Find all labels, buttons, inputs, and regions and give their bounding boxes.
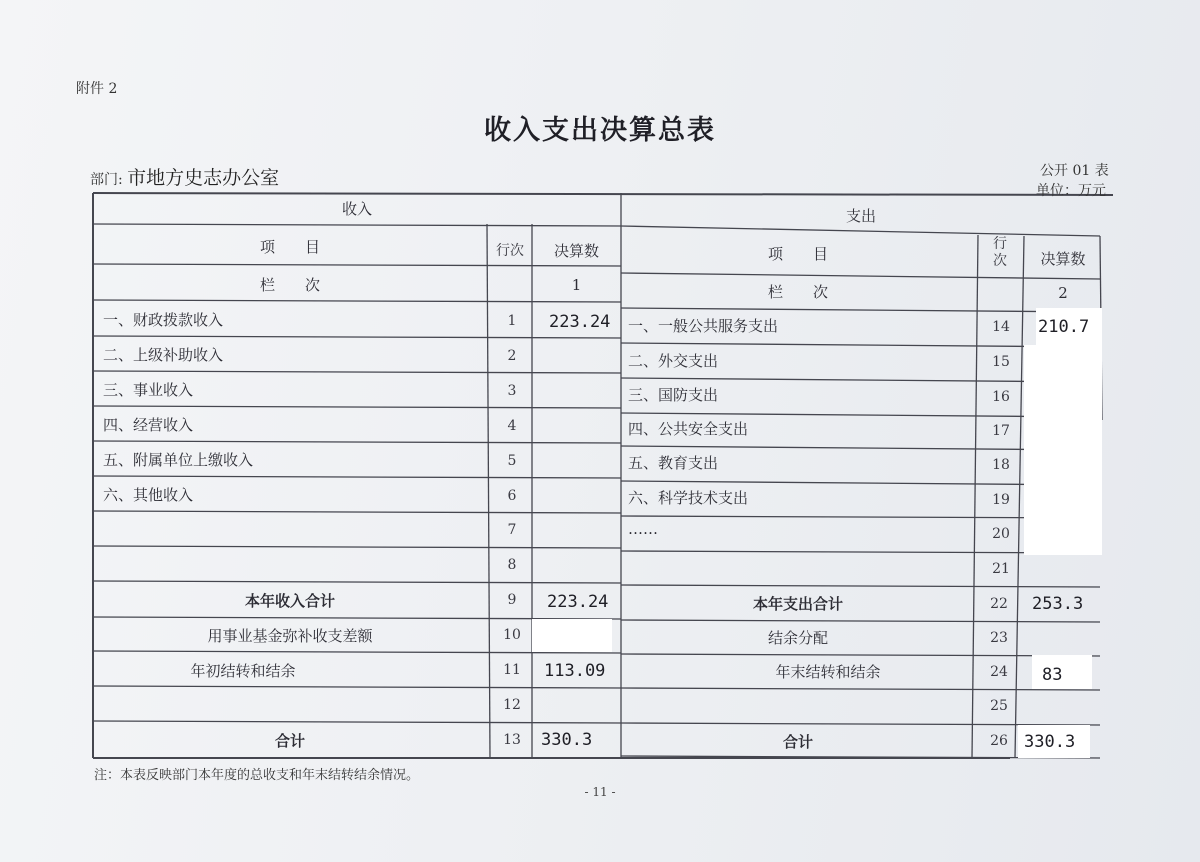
income-amount: 223.24 bbox=[549, 312, 611, 332]
expense-rowno: 21 bbox=[992, 561, 1010, 577]
expense-rowno: 17 bbox=[992, 423, 1010, 439]
income-rowno: 2 bbox=[507, 348, 517, 364]
income-item: 一、财政拨款收入 bbox=[103, 311, 224, 329]
expense-item: 四、公共安全支出 bbox=[628, 420, 749, 438]
income-amount-header: 决算数 bbox=[553, 242, 599, 260]
income-rowno: 1 bbox=[507, 313, 517, 329]
income-rowno: 8 bbox=[507, 557, 517, 573]
form-number: 公开 01 表 bbox=[1040, 163, 1109, 179]
income-rowno: 6 bbox=[507, 488, 517, 504]
expense-rowno: 25 bbox=[990, 698, 1008, 714]
income-amount: 113.09 bbox=[544, 661, 606, 681]
expense-item: 本年支出合计 bbox=[752, 595, 843, 613]
income-item: 用事业基金弥补收支差额 bbox=[207, 627, 373, 645]
expense-item: 三、国防支出 bbox=[628, 386, 719, 404]
expense-item: 合计 bbox=[782, 733, 813, 751]
expense-rowno: 26 bbox=[990, 733, 1008, 749]
income-column-number: 1 bbox=[571, 276, 582, 294]
income-item: 四、经营收入 bbox=[103, 416, 194, 434]
income-item: 年初结转和结余 bbox=[190, 662, 296, 680]
department-line bbox=[90, 163, 279, 190]
income-rowno: 7 bbox=[507, 522, 517, 538]
income-item: 本年收入合计 bbox=[244, 592, 335, 610]
expense-amount: 330.3 bbox=[1024, 732, 1076, 752]
amount-patch bbox=[1024, 345, 1102, 555]
expense-rowno-header: 行 次 bbox=[993, 236, 1007, 269]
expense-column-label: 栏 次 bbox=[767, 283, 828, 301]
income-item-header: 项 目 bbox=[259, 238, 320, 256]
department-name: 市地方史志办公室 bbox=[127, 167, 280, 189]
page-number: - 11 - bbox=[584, 785, 616, 799]
expense-amount: 210.7 bbox=[1038, 317, 1090, 337]
expense-item: 一、一般公共服务支出 bbox=[628, 317, 779, 335]
income-rowno: 5 bbox=[507, 453, 517, 469]
income-rowno: 10 bbox=[503, 627, 521, 643]
expense-rowno: 23 bbox=[990, 630, 1008, 646]
income-column-label: 栏 次 bbox=[259, 276, 320, 294]
income-item: 二、上级补助收入 bbox=[103, 346, 224, 364]
income-rowno: 4 bbox=[507, 418, 517, 434]
expense-rowno: 15 bbox=[992, 354, 1010, 370]
income-rowno: 9 bbox=[507, 592, 517, 608]
expense-item: 年末结转和结余 bbox=[775, 663, 881, 681]
expense-rowno: 19 bbox=[992, 492, 1010, 508]
income-item: 五、附属单位上缴收入 bbox=[103, 451, 254, 469]
income-item: 合计 bbox=[274, 732, 305, 750]
income-header: 收入 bbox=[341, 200, 372, 218]
income-rowno: 3 bbox=[507, 383, 517, 399]
expense-item: …… bbox=[628, 520, 658, 538]
expense-header: 支出 bbox=[845, 207, 876, 225]
expense-amount-header: 决算数 bbox=[1040, 250, 1086, 268]
expense-rowno: 14 bbox=[992, 319, 1010, 335]
expense-rowno: 24 bbox=[990, 664, 1008, 680]
income-rowno-header: 行次 bbox=[496, 243, 524, 259]
expense-column-number: 2 bbox=[1058, 284, 1068, 302]
expense-rowno: 18 bbox=[992, 457, 1010, 473]
expense-item: 结余分配 bbox=[767, 629, 828, 647]
expense-item: 五、教育支出 bbox=[628, 454, 719, 472]
unit-label: 单位：万元 bbox=[1036, 183, 1106, 199]
income-rowno: 11 bbox=[503, 662, 521, 678]
expense-item-header: 项 目 bbox=[767, 245, 828, 263]
expense-rowno: 16 bbox=[992, 389, 1010, 405]
expense-rowno: 20 bbox=[992, 526, 1010, 542]
income-item: 三、事业收入 bbox=[103, 381, 194, 399]
income-amount: 330.3 bbox=[541, 730, 593, 750]
expense-rowno: 22 bbox=[990, 596, 1008, 612]
expense-amount: 253.3 bbox=[1032, 594, 1084, 614]
annex-label: 附件 2 bbox=[76, 81, 118, 97]
income-amount: 223.24 bbox=[547, 592, 609, 612]
department-label: 部门: bbox=[90, 172, 123, 188]
amount-patch bbox=[532, 619, 612, 652]
expense-amount: 83 bbox=[1042, 665, 1063, 685]
income-rowno: 12 bbox=[503, 697, 521, 713]
page-title: 收入支出决算总表 bbox=[484, 115, 716, 146]
footnote: 注：本表反映部门本年度的总收支和年末结转结余情况。 bbox=[94, 768, 420, 783]
expense-item: 二、外交支出 bbox=[628, 352, 719, 370]
income-item: 六、其他收入 bbox=[103, 486, 194, 504]
income-rowno: 13 bbox=[503, 732, 521, 748]
expense-item: 六、科学技术支出 bbox=[628, 489, 749, 507]
